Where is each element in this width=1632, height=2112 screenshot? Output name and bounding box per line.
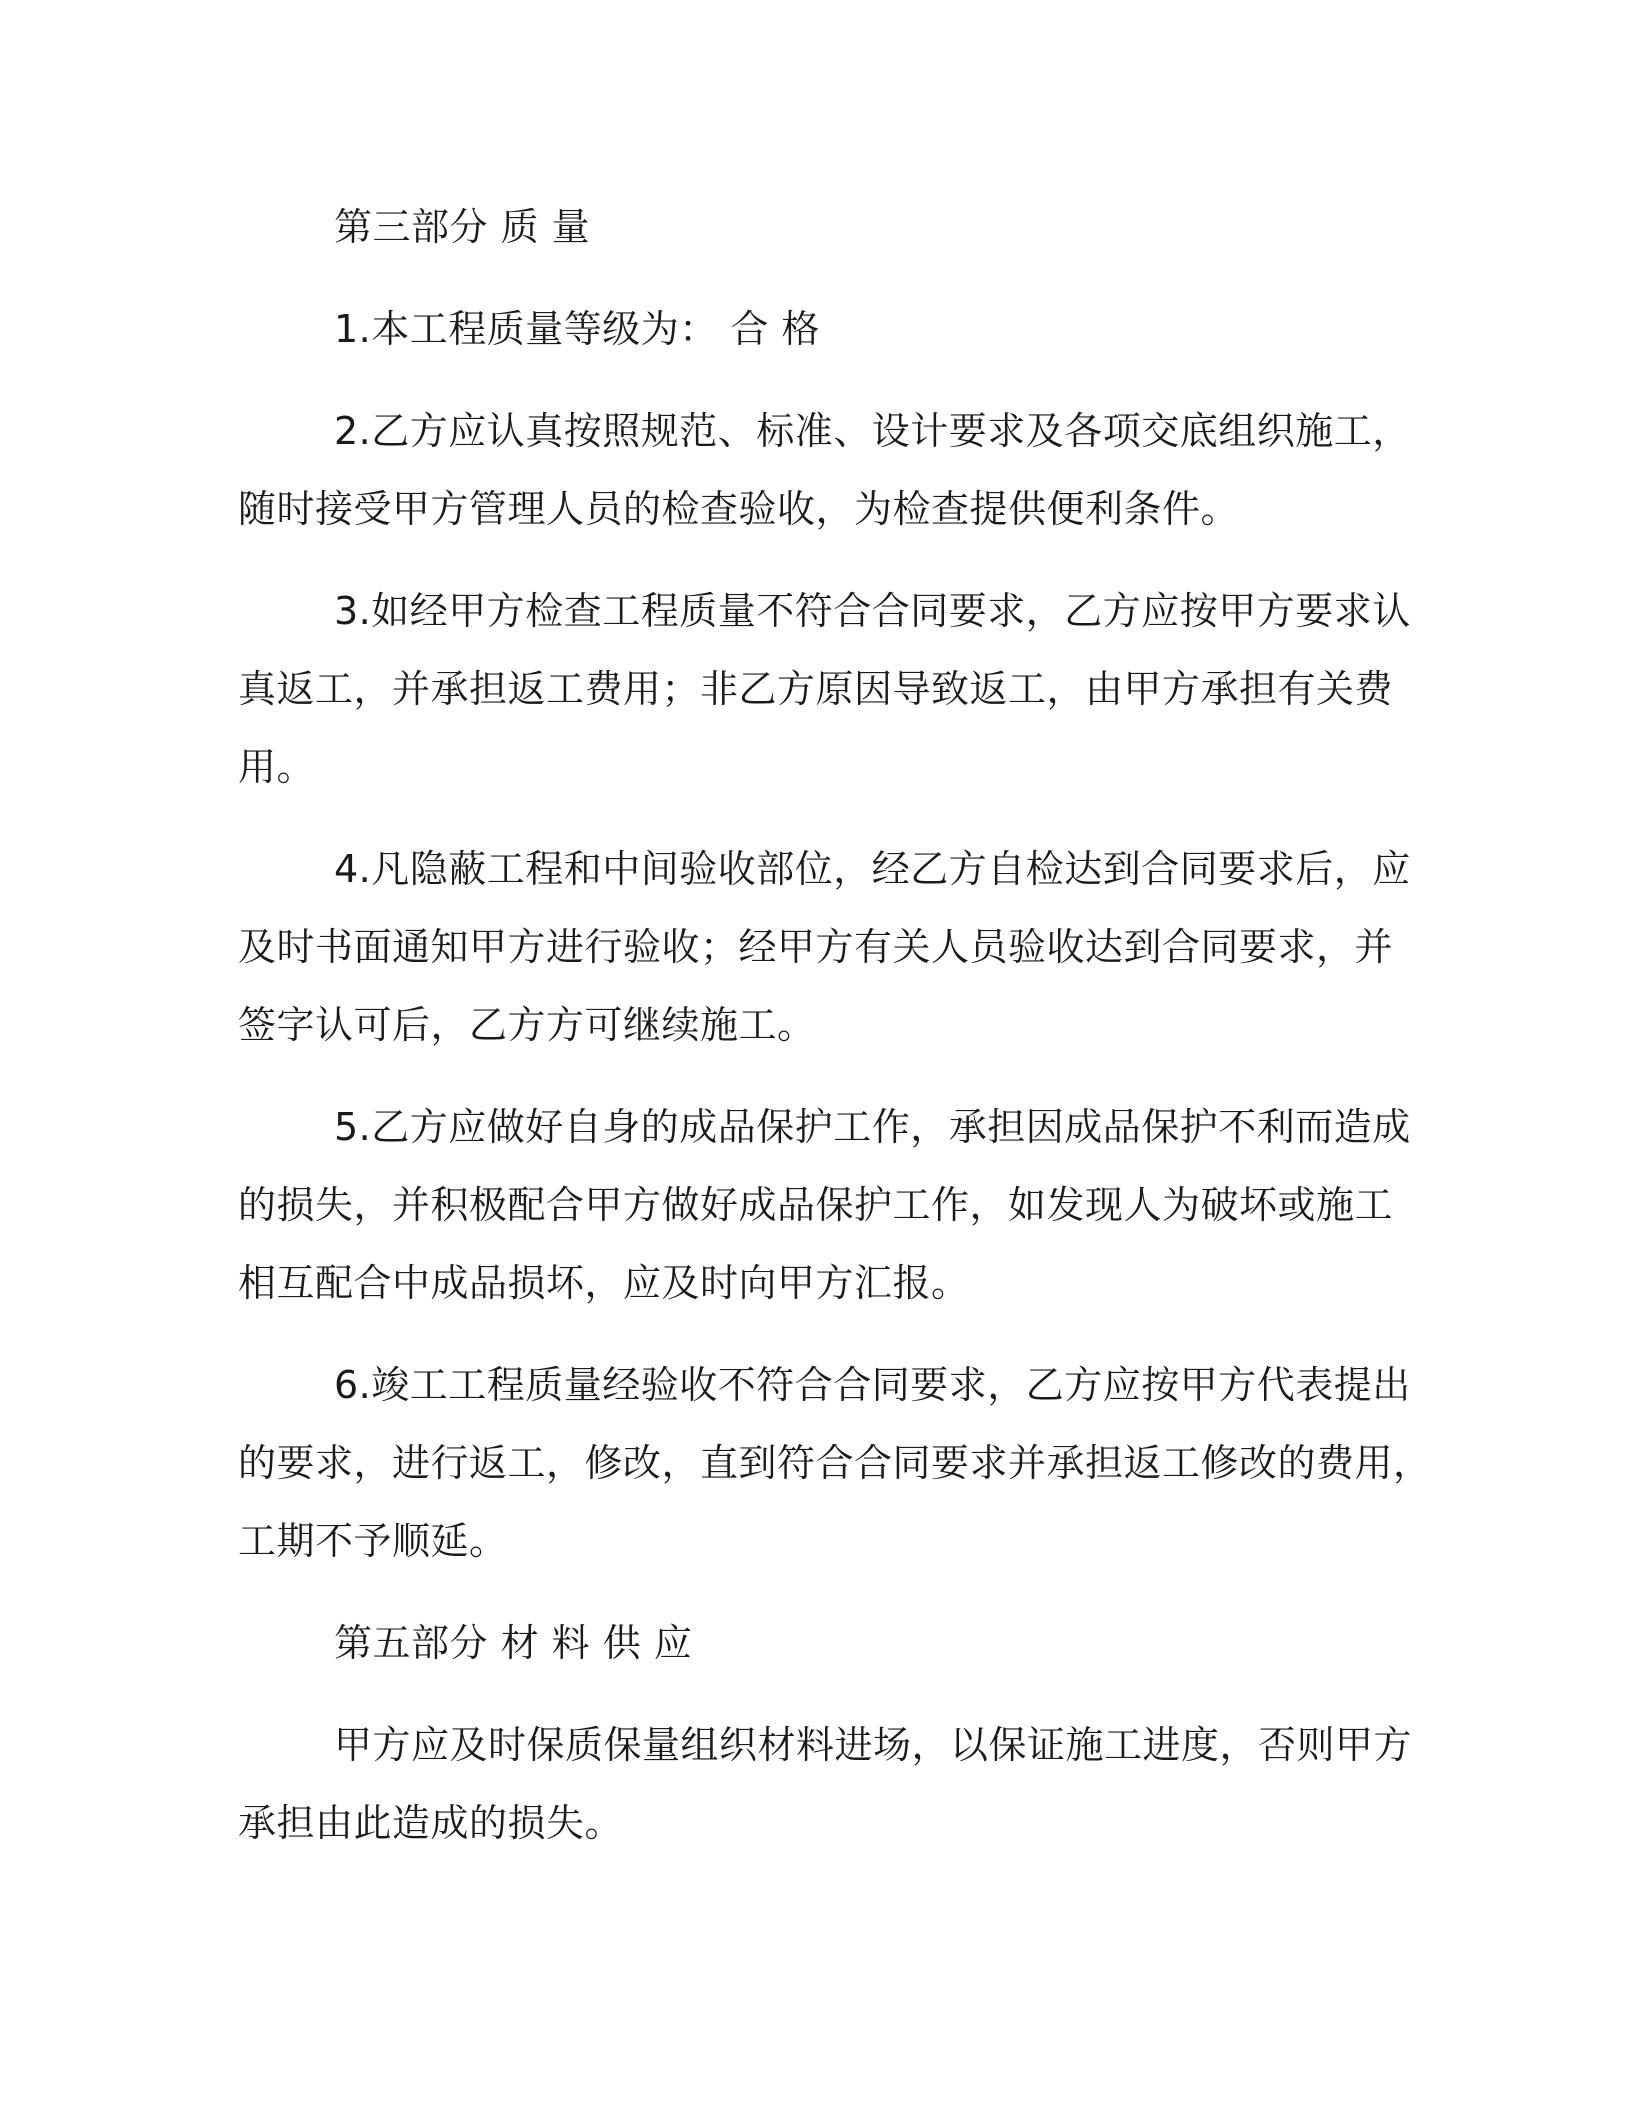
clause-2-line-2: 随时接受甲方管理人员的检查验收，为检查提供便利条件。 xyxy=(238,487,1240,531)
section-heading-materials: 第五部分 材 料 供 应 xyxy=(334,1621,693,1665)
document-body xyxy=(238,188,1432,1862)
clause-6 xyxy=(238,1346,1432,1580)
clause-3 xyxy=(238,572,1411,806)
clause-3-line-1: 3.如经甲方检查工程质量不符合合同要求，乙方应按甲方要求认 xyxy=(334,589,1411,633)
clause-5 xyxy=(238,1088,1411,1322)
clause-5-line-1: 5.乙方应做好自身的成品保护工作，承担因成品保护不利而造成 xyxy=(334,1105,1411,1149)
clause-4-line-1: 4.凡隐蔽工程和中间验收部位，经乙方自检达到合同要求后，应 xyxy=(334,847,1411,891)
clause-5-line-2: 的损失，并积极配合甲方做好成品保护工作，如发现人为破坏或施工 xyxy=(238,1183,1394,1227)
clause-3-line-2: 真返工，并承担返工费用；非乙方原因导致返工，由甲方承担有关费 xyxy=(238,667,1394,711)
materials-line-1: 甲方应及时保质保量组织材料进场，以保证施工进度，否则甲方 xyxy=(334,1723,1413,1767)
clause-6-line-3: 工期不予顺延。 xyxy=(238,1519,508,1563)
materials-paragraph xyxy=(238,1706,1413,1862)
clause-3-line-3: 用。 xyxy=(238,745,316,789)
clause-5-line-3: 相互配合中成品损坏，应及时向甲方汇报。 xyxy=(238,1261,970,1305)
clause-1: 1.本工程质量等级为： 合 格 xyxy=(334,307,820,351)
materials-line-2: 承担由此造成的损失。 xyxy=(238,1801,624,1845)
clause-6-line-1: 6.竣工工程质量经验收不符合合同要求，乙方应按甲方代表提出 xyxy=(334,1363,1411,1407)
clause-2-line-1: 2.乙方应认真按照规范、标准、设计要求及各项交底组织施工， xyxy=(334,409,1411,453)
clause-4 xyxy=(238,830,1411,1064)
section-heading-quality: 第三部分 质 量 xyxy=(334,205,591,249)
clause-6-line-2: 的要求，进行返工，修改，直到符合合同要求并承担返工修改的费用， xyxy=(238,1441,1432,1485)
clause-4-line-2: 及时书面通知甲方进行验收；经甲方有关人员验收达到合同要求，并 xyxy=(238,925,1394,969)
clause-4-line-3: 签字认可后，乙方方可继续施工。 xyxy=(238,1003,816,1047)
clause-2 xyxy=(238,392,1411,548)
